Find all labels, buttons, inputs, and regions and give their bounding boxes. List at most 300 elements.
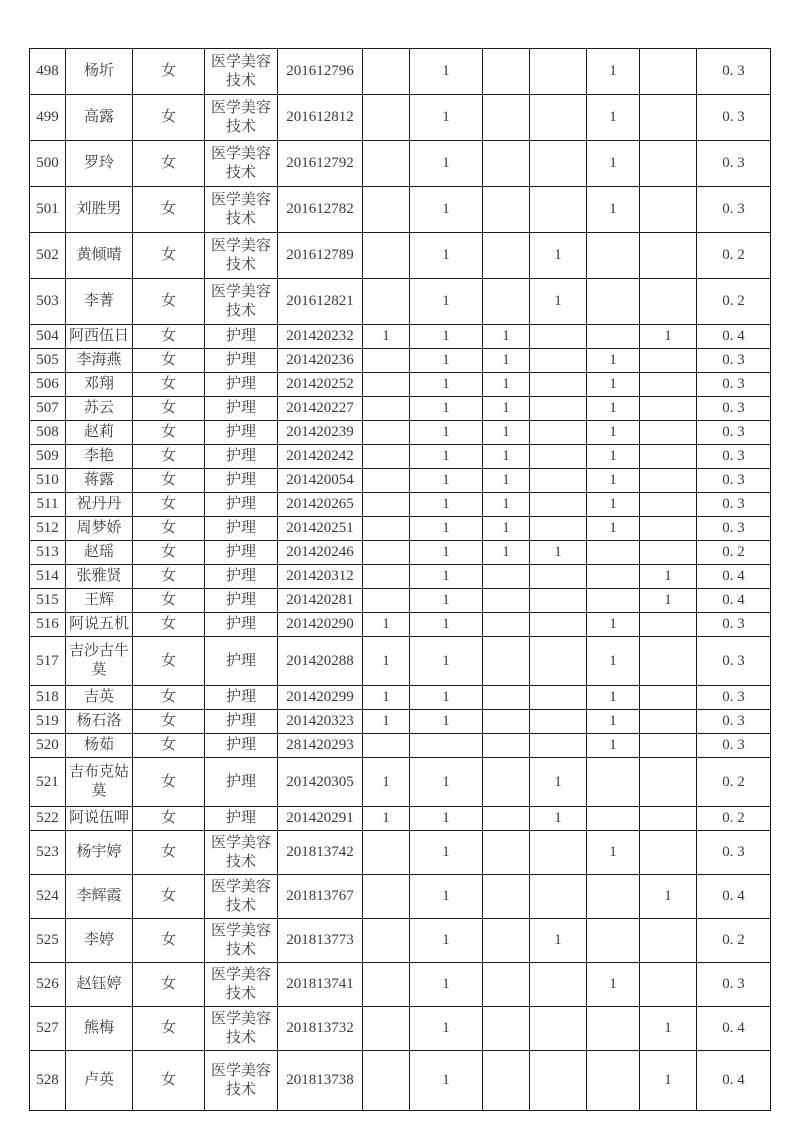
- cell-mark-2: 1: [410, 613, 483, 637]
- cell-mark-6: 1: [640, 589, 697, 613]
- cell-student-id: 201813742: [278, 831, 363, 875]
- table-row: [30, 710, 771, 734]
- cell-gender: 女: [133, 349, 205, 373]
- cell-mark-6: [640, 541, 697, 565]
- cell-mark-1: 1: [363, 807, 410, 831]
- cell-major: 护理: [205, 325, 278, 349]
- cell-row-number: 507: [30, 397, 66, 421]
- cell-mark-4: [530, 493, 587, 517]
- cell-major: 护理: [205, 421, 278, 445]
- cell-mark-5: 1: [587, 637, 640, 686]
- cell-mark-5: [587, 875, 640, 919]
- cell-mark-3: [483, 1051, 530, 1111]
- cell-student-id: 201420305: [278, 758, 363, 807]
- cell-mark-2: 1: [410, 565, 483, 589]
- cell-mark-3: 1: [483, 445, 530, 469]
- cell-score: 0. 2: [697, 758, 771, 807]
- cell-row-number: 528: [30, 1051, 66, 1111]
- table-row: [30, 637, 771, 686]
- cell-mark-5: [587, 325, 640, 349]
- cell-mark-2: 1: [410, 421, 483, 445]
- cell-mark-3: [483, 919, 530, 963]
- cell-gender: 女: [133, 49, 205, 95]
- cell-mark-5: 1: [587, 710, 640, 734]
- cell-name: 周梦娇: [66, 517, 133, 541]
- cell-mark-6: [640, 831, 697, 875]
- cell-name: 杨宇婷: [66, 831, 133, 875]
- cell-row-number: 517: [30, 637, 66, 686]
- cell-student-id: 201420323: [278, 710, 363, 734]
- cell-major: 医学美容技术: [205, 875, 278, 919]
- cell-mark-6: [640, 963, 697, 1007]
- cell-score: 0. 4: [697, 875, 771, 919]
- cell-student-id: 201612796: [278, 49, 363, 95]
- cell-major: 医学美容技术: [205, 233, 278, 279]
- cell-gender: 女: [133, 875, 205, 919]
- cell-gender: 女: [133, 397, 205, 421]
- cell-gender: 女: [133, 1007, 205, 1051]
- cell-mark-2: 1: [410, 141, 483, 187]
- student-roster-table: [29, 48, 771, 1111]
- cell-name: 李海燕: [66, 349, 133, 373]
- cell-mark-6: 1: [640, 1051, 697, 1111]
- cell-mark-4: [530, 831, 587, 875]
- cell-mark-5: 1: [587, 469, 640, 493]
- cell-score: 0. 4: [697, 565, 771, 589]
- cell-name: 杨石洛: [66, 710, 133, 734]
- cell-mark-2: 1: [410, 1007, 483, 1051]
- cell-mark-3: 1: [483, 325, 530, 349]
- cell-mark-5: [587, 279, 640, 325]
- cell-score: 0. 2: [697, 807, 771, 831]
- cell-mark-1: [363, 493, 410, 517]
- cell-score: 0. 4: [697, 1051, 771, 1111]
- cell-mark-1: [363, 279, 410, 325]
- cell-row-number: 512: [30, 517, 66, 541]
- cell-row-number: 518: [30, 686, 66, 710]
- cell-mark-6: [640, 758, 697, 807]
- cell-row-number: 501: [30, 187, 66, 233]
- cell-mark-3: 1: [483, 493, 530, 517]
- cell-major: 医学美容技术: [205, 141, 278, 187]
- cell-mark-3: 1: [483, 421, 530, 445]
- cell-mark-2: 1: [410, 373, 483, 397]
- cell-mark-1: 1: [363, 710, 410, 734]
- cell-mark-1: [363, 233, 410, 279]
- cell-mark-6: [640, 469, 697, 493]
- cell-row-number: 506: [30, 373, 66, 397]
- table-row: [30, 807, 771, 831]
- cell-mark-2: 1: [410, 95, 483, 141]
- table-row: [30, 325, 771, 349]
- cell-name: 赵莉: [66, 421, 133, 445]
- cell-mark-4: 1: [530, 758, 587, 807]
- cell-mark-6: [640, 141, 697, 187]
- cell-gender: 女: [133, 686, 205, 710]
- cell-mark-3: 1: [483, 469, 530, 493]
- cell-mark-6: [640, 421, 697, 445]
- table-row: [30, 445, 771, 469]
- cell-mark-5: 1: [587, 517, 640, 541]
- table-row: [30, 349, 771, 373]
- cell-major: 护理: [205, 469, 278, 493]
- cell-gender: 女: [133, 589, 205, 613]
- cell-gender: 女: [133, 445, 205, 469]
- cell-gender: 女: [133, 637, 205, 686]
- cell-row-number: 521: [30, 758, 66, 807]
- cell-mark-2: 1: [410, 541, 483, 565]
- cell-mark-2: [410, 734, 483, 758]
- cell-mark-5: 1: [587, 141, 640, 187]
- cell-major: 护理: [205, 589, 278, 613]
- cell-gender: 女: [133, 831, 205, 875]
- cell-score: 0. 3: [697, 613, 771, 637]
- cell-major: 护理: [205, 637, 278, 686]
- cell-name: 邓翔: [66, 373, 133, 397]
- cell-mark-5: 1: [587, 349, 640, 373]
- cell-mark-5: [587, 758, 640, 807]
- cell-mark-6: [640, 373, 697, 397]
- cell-mark-6: [640, 710, 697, 734]
- cell-gender: 女: [133, 141, 205, 187]
- cell-student-id: 201813738: [278, 1051, 363, 1111]
- table-row: [30, 373, 771, 397]
- cell-name: 罗玲: [66, 141, 133, 187]
- cell-row-number: 514: [30, 565, 66, 589]
- cell-mark-3: [483, 613, 530, 637]
- cell-mark-5: 1: [587, 421, 640, 445]
- cell-name: 蒋露: [66, 469, 133, 493]
- cell-row-number: 523: [30, 831, 66, 875]
- table-row: [30, 397, 771, 421]
- cell-mark-4: [530, 187, 587, 233]
- cell-mark-4: [530, 95, 587, 141]
- cell-score: 0. 2: [697, 233, 771, 279]
- cell-score: 0. 3: [697, 637, 771, 686]
- cell-mark-2: 1: [410, 49, 483, 95]
- cell-score: 0. 2: [697, 541, 771, 565]
- cell-student-id: 281420293: [278, 734, 363, 758]
- cell-score: 0. 4: [697, 589, 771, 613]
- cell-row-number: 504: [30, 325, 66, 349]
- cell-name: 王辉: [66, 589, 133, 613]
- cell-mark-5: [587, 541, 640, 565]
- cell-mark-4: [530, 445, 587, 469]
- cell-row-number: 503: [30, 279, 66, 325]
- cell-mark-6: 1: [640, 325, 697, 349]
- cell-row-number: 499: [30, 95, 66, 141]
- cell-mark-4: [530, 710, 587, 734]
- cell-mark-6: [640, 807, 697, 831]
- cell-gender: 女: [133, 541, 205, 565]
- cell-mark-3: [483, 734, 530, 758]
- cell-mark-3: [483, 141, 530, 187]
- cell-score: 0. 2: [697, 279, 771, 325]
- cell-major: 护理: [205, 758, 278, 807]
- cell-mark-3: 1: [483, 517, 530, 541]
- cell-row-number: 508: [30, 421, 66, 445]
- cell-student-id: 201420227: [278, 397, 363, 421]
- cell-mark-2: 1: [410, 469, 483, 493]
- cell-student-id: 201612821: [278, 279, 363, 325]
- cell-mark-1: [363, 95, 410, 141]
- table-row: [30, 95, 771, 141]
- cell-student-id: 201420239: [278, 421, 363, 445]
- cell-mark-3: 1: [483, 541, 530, 565]
- cell-row-number: 505: [30, 349, 66, 373]
- cell-mark-6: 1: [640, 875, 697, 919]
- cell-score: 0. 3: [697, 95, 771, 141]
- cell-student-id: 201612812: [278, 95, 363, 141]
- cell-major: 医学美容技术: [205, 963, 278, 1007]
- cell-name: 杨茹: [66, 734, 133, 758]
- cell-mark-1: [363, 373, 410, 397]
- cell-mark-1: 1: [363, 758, 410, 807]
- cell-row-number: 511: [30, 493, 66, 517]
- cell-name: 苏云: [66, 397, 133, 421]
- cell-student-id: 201813767: [278, 875, 363, 919]
- cell-mark-4: [530, 875, 587, 919]
- cell-mark-6: [640, 493, 697, 517]
- cell-mark-3: [483, 686, 530, 710]
- cell-major: 医学美容技术: [205, 49, 278, 95]
- cell-score: 0. 4: [697, 325, 771, 349]
- cell-gender: 女: [133, 279, 205, 325]
- cell-mark-3: [483, 279, 530, 325]
- cell-mark-3: [483, 589, 530, 613]
- cell-mark-1: [363, 397, 410, 421]
- cell-mark-4: [530, 613, 587, 637]
- cell-mark-5: 1: [587, 187, 640, 233]
- cell-major: 护理: [205, 493, 278, 517]
- cell-mark-5: 1: [587, 734, 640, 758]
- cell-gender: 女: [133, 919, 205, 963]
- table-row: [30, 517, 771, 541]
- cell-major: 医学美容技术: [205, 187, 278, 233]
- cell-major: 医学美容技术: [205, 1051, 278, 1111]
- cell-gender: 女: [133, 95, 205, 141]
- cell-mark-4: 1: [530, 919, 587, 963]
- cell-student-id: 201420265: [278, 493, 363, 517]
- cell-name: 李艳: [66, 445, 133, 469]
- cell-name: 赵钰婷: [66, 963, 133, 1007]
- cell-mark-1: [363, 49, 410, 95]
- cell-row-number: 522: [30, 807, 66, 831]
- cell-score: 0. 3: [697, 710, 771, 734]
- cell-mark-3: [483, 758, 530, 807]
- cell-score: 0. 2: [697, 919, 771, 963]
- cell-mark-1: [363, 421, 410, 445]
- cell-mark-3: [483, 831, 530, 875]
- cell-name: 卢英: [66, 1051, 133, 1111]
- cell-gender: 女: [133, 613, 205, 637]
- cell-mark-6: [640, 613, 697, 637]
- table-row: [30, 141, 771, 187]
- cell-gender: 女: [133, 565, 205, 589]
- cell-mark-1: [363, 349, 410, 373]
- cell-mark-5: [587, 807, 640, 831]
- cell-mark-5: [587, 233, 640, 279]
- cell-mark-1: 1: [363, 637, 410, 686]
- cell-mark-6: [640, 734, 697, 758]
- cell-name: 黄倾晴: [66, 233, 133, 279]
- cell-major: 护理: [205, 517, 278, 541]
- cell-mark-3: [483, 807, 530, 831]
- cell-mark-6: [640, 445, 697, 469]
- cell-mark-5: 1: [587, 686, 640, 710]
- cell-student-id: 201420312: [278, 565, 363, 589]
- cell-gender: 女: [133, 517, 205, 541]
- cell-mark-6: [640, 95, 697, 141]
- cell-mark-1: [363, 831, 410, 875]
- cell-mark-2: 1: [410, 758, 483, 807]
- cell-gender: 女: [133, 807, 205, 831]
- cell-mark-6: [640, 349, 697, 373]
- cell-mark-2: 1: [410, 710, 483, 734]
- cell-major: 医学美容技术: [205, 95, 278, 141]
- cell-mark-3: [483, 1007, 530, 1051]
- cell-mark-4: [530, 686, 587, 710]
- cell-mark-6: [640, 637, 697, 686]
- cell-mark-1: [363, 963, 410, 1007]
- cell-score: 0. 3: [697, 963, 771, 1007]
- cell-score: 0. 3: [697, 397, 771, 421]
- cell-mark-4: [530, 49, 587, 95]
- table-body: [30, 49, 771, 1111]
- cell-name: 吉沙古牛莫: [66, 637, 133, 686]
- cell-mark-6: [640, 187, 697, 233]
- cell-mark-6: 1: [640, 1007, 697, 1051]
- cell-major: 护理: [205, 373, 278, 397]
- cell-row-number: 519: [30, 710, 66, 734]
- cell-mark-1: [363, 589, 410, 613]
- cell-mark-4: [530, 734, 587, 758]
- cell-mark-4: [530, 565, 587, 589]
- cell-major: 医学美容技术: [205, 279, 278, 325]
- cell-mark-5: 1: [587, 613, 640, 637]
- cell-mark-1: [363, 187, 410, 233]
- cell-score: 0. 3: [697, 517, 771, 541]
- cell-mark-2: 1: [410, 686, 483, 710]
- cell-name: 杨圻: [66, 49, 133, 95]
- cell-mark-1: [363, 1007, 410, 1051]
- table-row: [30, 187, 771, 233]
- cell-major: 护理: [205, 734, 278, 758]
- cell-student-id: 201420281: [278, 589, 363, 613]
- cell-mark-2: 1: [410, 963, 483, 1007]
- cell-row-number: 513: [30, 541, 66, 565]
- cell-mark-2: 1: [410, 807, 483, 831]
- cell-mark-1: [363, 445, 410, 469]
- cell-mark-2: 1: [410, 325, 483, 349]
- cell-mark-5: 1: [587, 831, 640, 875]
- cell-major: 护理: [205, 349, 278, 373]
- cell-mark-6: [640, 279, 697, 325]
- cell-gender: 女: [133, 710, 205, 734]
- table-row: [30, 831, 771, 875]
- cell-mark-3: [483, 637, 530, 686]
- table-row: [30, 589, 771, 613]
- cell-mark-1: [363, 141, 410, 187]
- cell-mark-2: 1: [410, 637, 483, 686]
- cell-score: 0. 3: [697, 373, 771, 397]
- cell-mark-4: 1: [530, 279, 587, 325]
- cell-mark-4: 1: [530, 541, 587, 565]
- cell-mark-4: [530, 325, 587, 349]
- cell-mark-1: 1: [363, 686, 410, 710]
- cell-mark-6: [640, 919, 697, 963]
- cell-major: 护理: [205, 445, 278, 469]
- cell-mark-5: 1: [587, 963, 640, 1007]
- table-row: [30, 233, 771, 279]
- cell-student-id: 201420299: [278, 686, 363, 710]
- table-row: [30, 541, 771, 565]
- cell-mark-1: [363, 565, 410, 589]
- table-row: [30, 963, 771, 1007]
- cell-student-id: 201420054: [278, 469, 363, 493]
- cell-score: 0. 3: [697, 469, 771, 493]
- cell-student-id: 201420242: [278, 445, 363, 469]
- cell-mark-3: [483, 95, 530, 141]
- cell-name: 阿说五机: [66, 613, 133, 637]
- cell-mark-4: [530, 397, 587, 421]
- cell-mark-4: [530, 349, 587, 373]
- cell-gender: 女: [133, 421, 205, 445]
- cell-major: 护理: [205, 397, 278, 421]
- cell-row-number: 498: [30, 49, 66, 95]
- cell-mark-4: [530, 637, 587, 686]
- cell-mark-3: 1: [483, 397, 530, 421]
- cell-mark-3: [483, 963, 530, 1007]
- cell-name: 李婷: [66, 919, 133, 963]
- cell-student-id: 201813732: [278, 1007, 363, 1051]
- cell-mark-6: [640, 397, 697, 421]
- cell-row-number: 520: [30, 734, 66, 758]
- cell-gender: 女: [133, 187, 205, 233]
- table-row: [30, 1051, 771, 1111]
- cell-mark-5: 1: [587, 397, 640, 421]
- cell-score: 0. 3: [697, 734, 771, 758]
- table-row: [30, 279, 771, 325]
- cell-mark-5: 1: [587, 49, 640, 95]
- cell-major: 医学美容技术: [205, 1007, 278, 1051]
- cell-major: 护理: [205, 613, 278, 637]
- table-row: [30, 565, 771, 589]
- cell-student-id: 201420291: [278, 807, 363, 831]
- cell-student-id: 201420290: [278, 613, 363, 637]
- cell-mark-2: 1: [410, 233, 483, 279]
- cell-mark-3: 1: [483, 349, 530, 373]
- cell-mark-3: [483, 565, 530, 589]
- cell-score: 0. 3: [697, 49, 771, 95]
- table-row: [30, 613, 771, 637]
- cell-mark-4: [530, 469, 587, 493]
- cell-mark-5: [587, 565, 640, 589]
- cell-name: 张雅贤: [66, 565, 133, 589]
- cell-gender: 女: [133, 493, 205, 517]
- cell-major: 医学美容技术: [205, 831, 278, 875]
- cell-row-number: 516: [30, 613, 66, 637]
- cell-mark-2: 1: [410, 187, 483, 233]
- cell-mark-4: [530, 589, 587, 613]
- cell-row-number: 515: [30, 589, 66, 613]
- cell-mark-5: [587, 1051, 640, 1111]
- cell-student-id: 201420236: [278, 349, 363, 373]
- cell-score: 0. 3: [697, 349, 771, 373]
- cell-student-id: 201612789: [278, 233, 363, 279]
- cell-gender: 女: [133, 734, 205, 758]
- cell-mark-4: 1: [530, 233, 587, 279]
